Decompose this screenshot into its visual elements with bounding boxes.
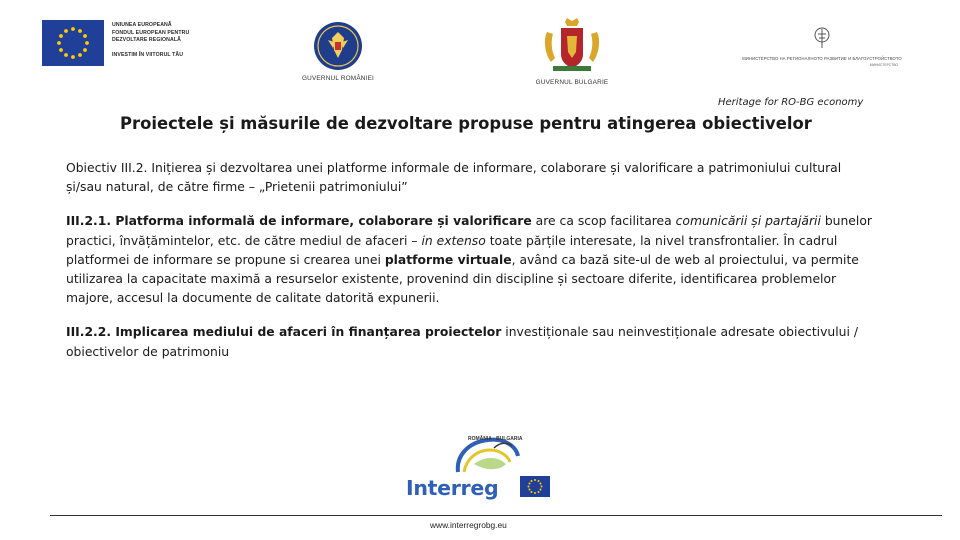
business-paragraph bbox=[66, 323, 878, 361]
ministry-logo bbox=[740, 26, 904, 67]
body-text: toate părțile interesate, la nivel transfrontalier. În cadrul platformei de informare se propune si crearea unei bbox=[66, 233, 838, 267]
eu-line: UNIUNEA EUROPEANĂ bbox=[112, 22, 172, 28]
bold-text: platforme virtuale bbox=[384, 252, 512, 267]
footer-website-link[interactable]: www.interregrobg.eu bbox=[430, 520, 507, 530]
romania-crest-icon bbox=[309, 20, 367, 72]
eu-line: FONDUL EUROPEAN PENTRU bbox=[112, 29, 190, 36]
eu-flag-icon bbox=[42, 20, 104, 66]
footer-divider bbox=[50, 515, 942, 516]
bold-text: III.2.2. Implicarea mediului de afaceri în finanțarea proiectelor bbox=[66, 325, 502, 340]
platform-paragraph bbox=[66, 212, 878, 308]
objective-paragraph bbox=[66, 159, 878, 197]
interreg-swirl-icon bbox=[404, 428, 554, 478]
bulgaria-caption: GUVERNUL BULGARIE bbox=[535, 79, 609, 86]
bulgaria-crest-icon bbox=[537, 18, 607, 76]
eu-logo bbox=[42, 20, 202, 68]
eu-flag-small-icon bbox=[520, 476, 550, 497]
body-text: , având ca bază site-ul de web al proiectului, va permite utilizarea la capacitate maximă a resurselor existente, provenind din discipline și sectoare diferite, identificarea problemelor majore, accesul la documente de calitate datorită expunerii. bbox=[66, 252, 859, 306]
italic-text: in extenso bbox=[421, 233, 486, 248]
body-text: investiționale sau neinvestiționale adresate obiectivului / obiectivelor de patrimoniu bbox=[66, 325, 858, 359]
interreg-logo bbox=[404, 428, 554, 502]
romania-government-logo bbox=[296, 20, 380, 82]
project-tagline: Heritage for RO-BG economy bbox=[718, 97, 864, 108]
body-text: are ca scop facilitarea bbox=[531, 214, 676, 229]
romania-caption: GUVERNUL ROMÂNIEI bbox=[301, 75, 375, 82]
page-title: Proiectele și măsurile de dezvoltare propuse pentru atingerea obiectivelor bbox=[120, 114, 812, 133]
content-body bbox=[66, 159, 878, 377]
eu-line: INVESTIM ÎN VIITORUL TĂU bbox=[112, 52, 184, 59]
body-text: bunelor practici, învățămintelor, etc. de către mediul de afaceri – bbox=[66, 214, 872, 248]
ministry-text: МИНИСТЕРСТВО НА РЕГИОНАЛНОТО РАЗВИТИЕ И БЛАГОУСТРОЙСТВОТО bbox=[742, 56, 902, 61]
bold-text: III.2.1. Platforma informală de informare, colaborare și valorificare bbox=[66, 214, 532, 229]
ministry-emblem-icon bbox=[813, 26, 831, 50]
interreg-wordmark: Interreg bbox=[406, 476, 499, 500]
body-text: Obiectiv III.2. Inițierea și dezvoltarea unei platforme informale de informare, colaborare și valorificare a patrimoniului cultural și/sau natural, de către firme – „Prietenii patrimoniului” bbox=[66, 161, 842, 195]
eu-logo-text bbox=[112, 22, 208, 60]
italic-text: comunicării și partajării bbox=[675, 214, 821, 229]
ministry-subtext: МИНИСТЕРСТВО bbox=[869, 63, 898, 67]
eu-line: DEZVOLTARE REGIONALĂ bbox=[112, 37, 181, 44]
bulgaria-government-logo bbox=[530, 18, 614, 86]
interreg-region-label: ROMÂNIA - BULGARIA bbox=[468, 436, 523, 442]
